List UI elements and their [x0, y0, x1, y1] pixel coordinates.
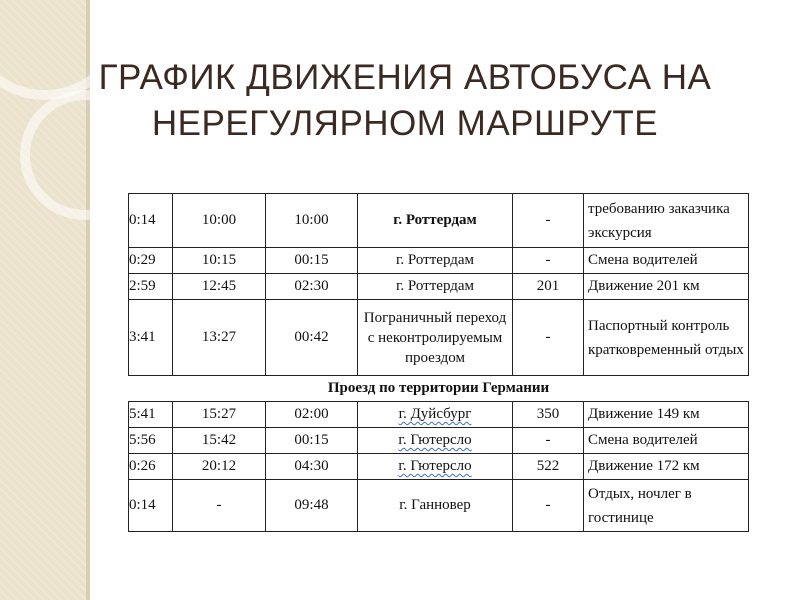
- route-note: Паспортный контроль кратковременный отдых: [584, 300, 749, 376]
- duration: 02:30: [266, 274, 358, 300]
- departure-time: 0:14: [129, 480, 173, 532]
- section-header-row: [129, 376, 749, 402]
- table-row: [129, 454, 749, 480]
- section-label: Проезд по территории Германии: [129, 376, 749, 402]
- departure-time: 5:41: [129, 402, 173, 428]
- arrival-time: 15:27: [173, 402, 266, 428]
- table-row: [129, 274, 749, 300]
- table-row: [129, 194, 749, 248]
- route-point: г. Роттердам: [358, 194, 513, 248]
- route-note: Движение 149 км: [584, 402, 749, 428]
- departure-time: 0:14: [129, 194, 173, 248]
- departure-time: 2:59: [129, 274, 173, 300]
- distance-km: -: [513, 300, 584, 376]
- table-row: [129, 480, 749, 532]
- distance-km: 522: [513, 454, 584, 480]
- arrival-time: 10:15: [173, 248, 266, 274]
- distance-km: 201: [513, 274, 584, 300]
- route-note: требованию заказчика экскурсия: [584, 194, 749, 248]
- departure-time: 3:41: [129, 300, 173, 376]
- route-point-text: г. Гютерсло: [398, 432, 472, 448]
- duration: 02:00: [266, 402, 358, 428]
- duration: 04:30: [266, 454, 358, 480]
- arrival-time: 10:00: [173, 194, 266, 248]
- distance-km: -: [513, 194, 584, 248]
- distance-km: 350: [513, 402, 584, 428]
- route-point: [358, 428, 513, 454]
- route-point: [358, 402, 513, 428]
- slide-title: ГРАФИК ДВИЖЕНИЯ АВТОБУСА НА НЕРЕГУЛЯРНОМ МАРШРУТЕ: [98, 58, 712, 143]
- distance-km: -: [513, 248, 584, 274]
- table-row: [129, 402, 749, 428]
- bus-schedule-table: [128, 193, 744, 531]
- duration: 10:00: [266, 194, 358, 248]
- duration: 09:48: [266, 480, 358, 532]
- arrival-time: 15:42: [173, 428, 266, 454]
- departure-time: 0:26: [129, 454, 173, 480]
- duration: 00:15: [266, 248, 358, 274]
- departure-time: 5:56: [129, 428, 173, 454]
- route-point: г. Роттердам: [358, 248, 513, 274]
- route-note: Движение 172 км: [584, 454, 749, 480]
- table-row: [129, 428, 749, 454]
- route-note: Отдых, ночлег в гостинице: [584, 480, 749, 532]
- departure-time: 0:29: [129, 248, 173, 274]
- route-point-text: г. Гютерсло: [398, 458, 472, 474]
- distance-km: -: [513, 480, 584, 532]
- table-row: [129, 300, 749, 376]
- arrival-time: -: [173, 480, 266, 532]
- route-point: г. Ганновер: [358, 480, 513, 532]
- distance-km: -: [513, 428, 584, 454]
- duration: 00:15: [266, 428, 358, 454]
- arrival-time: 12:45: [173, 274, 266, 300]
- route-note: Смена водителей: [584, 428, 749, 454]
- arrival-time: 20:12: [173, 454, 266, 480]
- duration: 00:42: [266, 300, 358, 376]
- route-point: г. Роттердам: [358, 274, 513, 300]
- arrival-time: 13:27: [173, 300, 266, 376]
- route-point: [358, 454, 513, 480]
- route-point: Пограничный переход с неконтролируемым проездом: [358, 300, 513, 376]
- route-point-text: г. Дуйсбург: [398, 406, 472, 422]
- table-row: [129, 248, 749, 274]
- route-note: Движение 201 км: [584, 274, 749, 300]
- route-note: Смена водителей: [584, 248, 749, 274]
